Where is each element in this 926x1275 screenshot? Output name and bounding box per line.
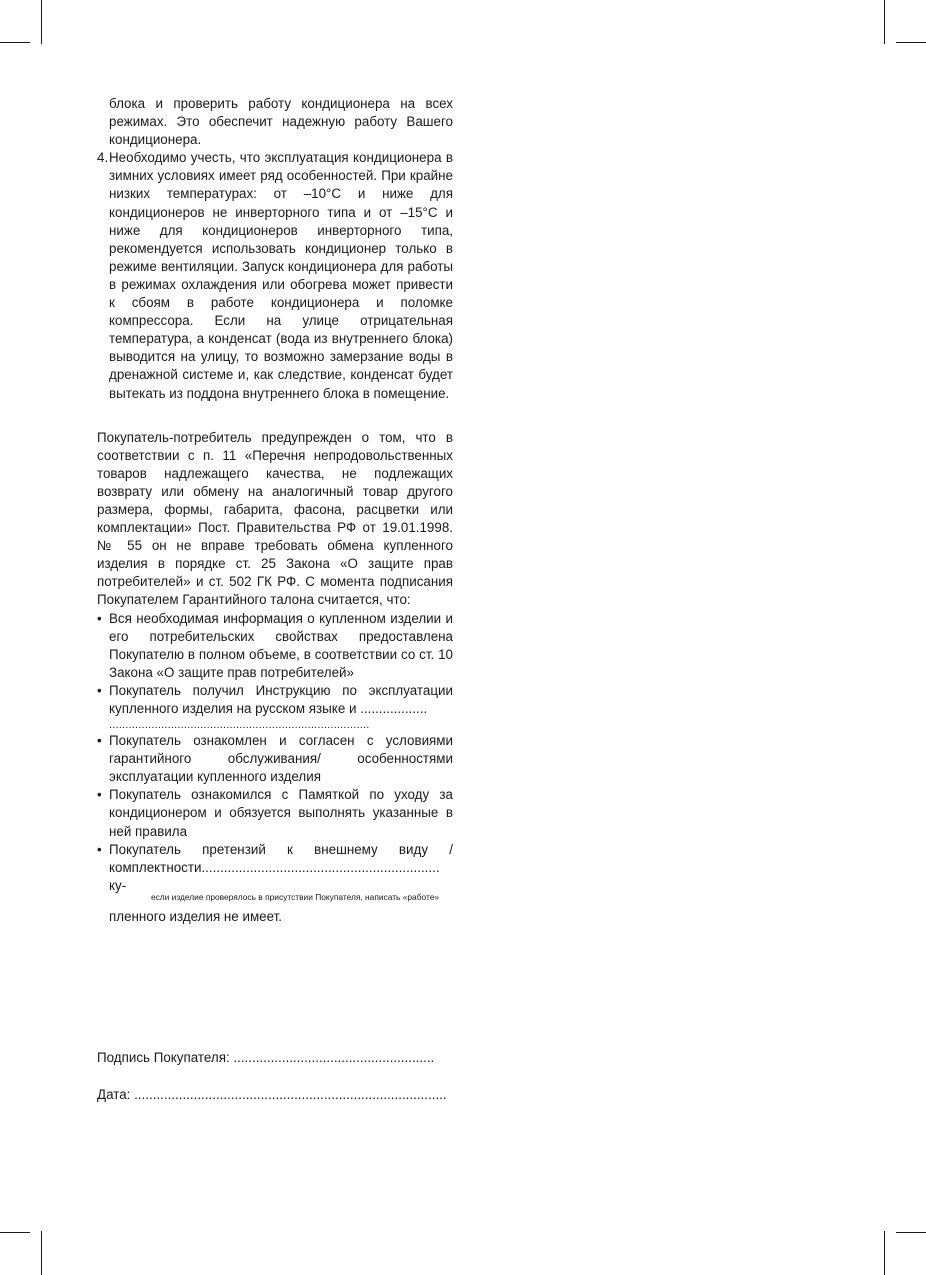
crop-mark-bottom-right-h xyxy=(896,1232,926,1233)
bullet-text: Вся необходимая информация о купленном изделии и его потребительских свойствах предоставлена Покупателю в полном объеме, в соответствии со ст. 10 Закона «О защите прав потребителей» xyxy=(109,610,453,680)
bullet-item xyxy=(97,682,453,718)
bullet-text: Покупатель ознакомился с Памяткой по уходу за кондиционером и обязуется выполнять указанные в ней правила xyxy=(109,787,453,839)
numbered-item-4 xyxy=(97,149,453,402)
bullet-text: Покупатель ознакомлен и согласен с условиями гарантийного обслуживания/ особенностями эксплуатации купленного изделия xyxy=(109,733,453,785)
item-number: 4. xyxy=(97,150,109,166)
bullet-item xyxy=(97,841,453,895)
bullet-item xyxy=(97,610,453,682)
bullet-icon: • xyxy=(97,610,102,626)
bullet-icon: • xyxy=(97,841,102,857)
bullet-icon: • xyxy=(97,787,102,803)
date-field: Дата: .................................................................................... xyxy=(97,1087,447,1102)
footnote-caption: если изделие проверялось в присутствии Покупателя, написать «работе» xyxy=(150,891,440,902)
crop-mark-top-left-v xyxy=(41,0,42,44)
bullet-item xyxy=(97,786,453,840)
crop-mark-bottom-left-v xyxy=(41,1231,42,1275)
crop-mark-top-right-h xyxy=(896,42,926,43)
bullet-icon: • xyxy=(97,682,102,698)
bullet-icon: • xyxy=(97,733,102,749)
bullet-text: Покупатель претензий к внешнему виду /комплектности................................................................ ку- xyxy=(109,841,453,893)
item-text: Необходимо учесть, что эксплуатация кондиционера в зимних условиях имеет ряд особенностей. При крайне низких температурах: от –10°С и ниже для кондиционеров не инверторного типа и от –15°С и ниже для кондиционеров инверторного типа, рекомендуется использовать кондиционер только в режиме вентиляции. Запуск кондиционера для работы в режимах охлаждения или обогрева может привести к сбоям в работе кондиционера и поломке компрессора. Если на улице отрицательная температура, а конденсат (вода из внутреннего блока) выводится на улицу, то возможно замерзание воды в дренажной системе и, как следствие, конденсат будет вытекать из поддона внутреннего блока в помещение. xyxy=(109,150,453,401)
crop-mark-bottom-left-h xyxy=(0,1232,30,1233)
crop-mark-top-right-v xyxy=(884,0,885,44)
signature-field: Подпись Покупателя: ...................................................... xyxy=(97,1050,435,1065)
bullet-text-end: пленного изделия не имеет. xyxy=(109,908,282,924)
warning-paragraph: Покупатель-потребитель предупрежден о том, что в соответствии с п. 11 «Перечня непродовольственных товаров надлежащего качества, не подлежащих возврату или обмену на аналогичный товар другого размера, формы, габарита, фасона, расцветки или комплектации» Пост. Правительства РФ от 19.01.1998. № 55 он не вправе требовать обмена купленного изделия в порядке ст. 25 Закона «О защите прав потребителей» и ст. 502 ГК РФ. С момента подписания Покупателем Гарантийного талона считается, что: xyxy=(97,429,453,608)
bullet-item xyxy=(97,732,453,786)
crop-mark-bottom-right-v xyxy=(884,1231,885,1275)
item3-continuation: блока и проверить работу кондиционера на всех режимах. Это обеспечит надежную работу Вашего кондиционера. xyxy=(109,96,453,148)
text-column xyxy=(97,95,453,926)
fill-in-dotted-line: ................................................................................ xyxy=(109,719,370,732)
bullet-text: Покупатель получил Инструкцию по эксплуатации купленного изделия на русском языке и .................. xyxy=(109,682,453,716)
crop-mark-top-left-h xyxy=(0,42,30,43)
